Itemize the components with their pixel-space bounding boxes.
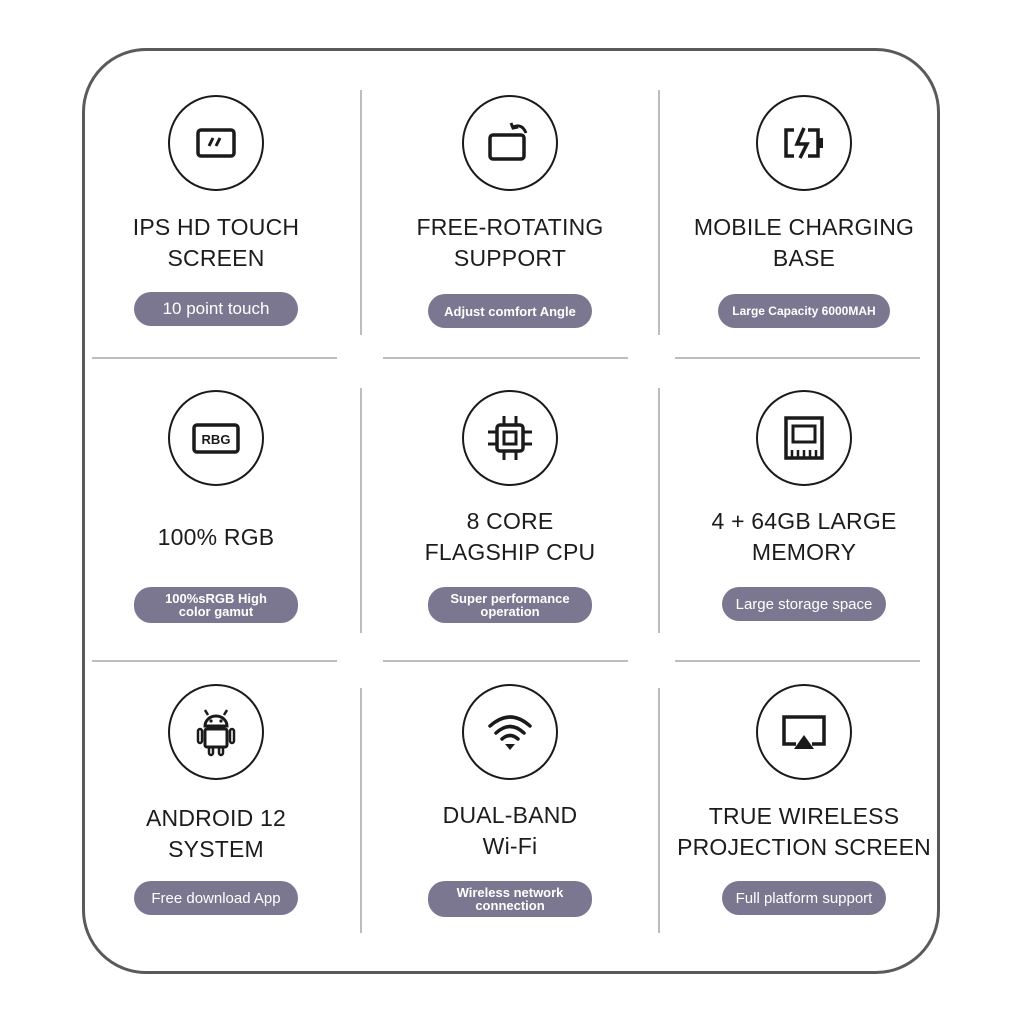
feature-title: ANDROID 12 SYSTEM	[145, 805, 287, 862]
feature-badge: Full platform support	[722, 881, 886, 915]
touch-screen-icon	[168, 95, 264, 191]
feature-title: IPS HD TOUCH SCREEN	[132, 214, 300, 271]
feature-charging-base	[664, 90, 944, 390]
android-icon	[168, 684, 264, 780]
feature-title: FREE-ROTATING SUPPORT	[416, 214, 604, 271]
feature-title: 8 CORE FLAGSHIP CPU	[424, 508, 596, 565]
feature-memory	[664, 388, 944, 688]
feature-android	[76, 682, 356, 982]
feature-badge: Super performance operation	[428, 587, 592, 623]
feature-projection	[664, 682, 944, 982]
feature-wifi	[370, 682, 650, 982]
wifi-icon	[462, 684, 558, 780]
feature-title: MOBILE CHARGING BASE	[693, 214, 915, 271]
feature-touch-screen	[76, 90, 356, 390]
feature-badge: Wireless network connection	[428, 881, 592, 917]
feature-badge: Free download App	[134, 881, 298, 915]
feature-title: 4 + 64GB LARGE MEMORY	[711, 508, 897, 565]
feature-badge: Large Capacity 6000MAH	[718, 294, 890, 328]
airplay-icon	[756, 684, 852, 780]
feature-cpu	[370, 388, 650, 688]
feature-title: DUAL-BAND Wi-Fi	[442, 802, 578, 859]
feature-badge: Adjust comfort Angle	[428, 294, 592, 328]
feature-badge: Large storage space	[722, 587, 886, 621]
feature-rotating-support	[370, 90, 650, 390]
memory-card-icon	[756, 390, 852, 486]
rgb-display-icon	[168, 390, 264, 486]
feature-rgb	[76, 388, 356, 688]
feature-title: 100% RGB	[157, 524, 275, 550]
feature-title: TRUE WIRELESS PROJECTION SCREEN	[677, 803, 931, 860]
rotate-screen-icon	[462, 95, 558, 191]
rgb-icon-label: RBG	[201, 432, 231, 447]
cpu-chip-icon	[462, 390, 558, 486]
feature-badge: 100%sRGB High color gamut	[134, 587, 298, 623]
battery-charging-icon	[756, 95, 852, 191]
feature-badge: 10 point touch	[134, 292, 298, 326]
